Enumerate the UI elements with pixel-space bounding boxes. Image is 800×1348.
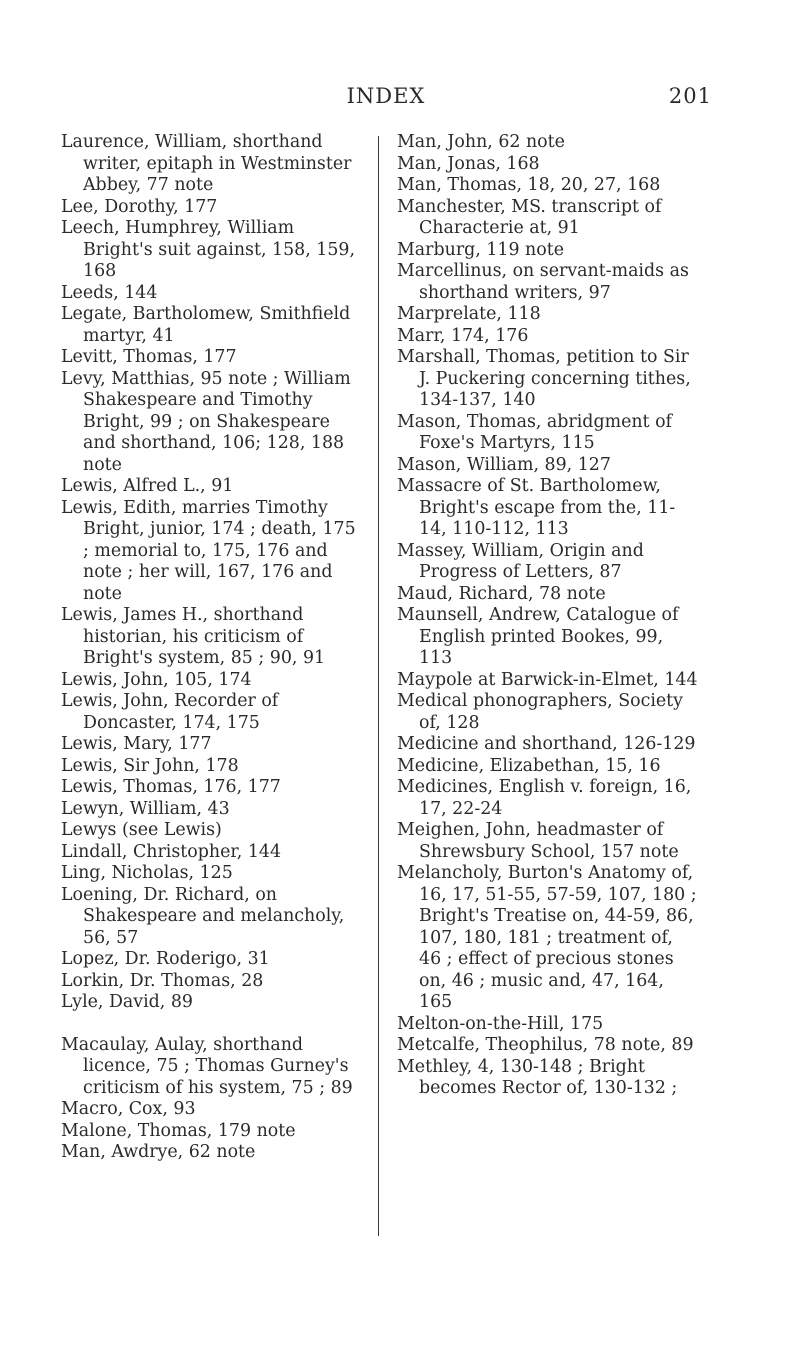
index-entry: Lewis, Sir John, 178 [61,755,239,776]
index-group-m-continued [397,132,699,1100]
index-entry: Marcellinus, on servant-maids as shorthand writers, 97 [397,261,689,303]
index-entry: Leech, Humphrey, William Bright's suit against, 158, 159, 168 [61,218,355,281]
index-entry: Marshall, Thomas, petition to Sir J. Puckering concerning tithes, 134-137, 140 [397,347,691,410]
index-entry: Lee, Dorothy, 177 [61,196,218,217]
index-entry: Medicines, English v. foreign, 16, 17, 22-24 [397,777,692,819]
index-entry: Macaulay, Aulay, shorthand licence, 75 ; Thomas Gurney's criticism of his system, 75 ; 89 [61,1034,353,1098]
index-entry: Lindall, Christopher, 144 [61,841,282,862]
index-entry: Levy, Matthias, 95 note ; William Shakespeare and Timothy Bright, 99 ; on Shakespeare and shorthand, 106; 128, 188 note [61,368,351,475]
index-entry: Marr, 174, 176 [397,325,529,346]
index-entry: Maypole at Barwick-in-Elmet, 144 [397,669,698,690]
index-entry: Ling, Nicholas, 125 [61,863,233,883]
index-entry: Mason, William, 89, 127 [397,454,611,475]
index-entry: Mason, Thomas, abridgment of Foxe's Martyrs, 115 [397,411,672,453]
index-entry: Melton-on-the-Hill, 175 [397,1013,604,1034]
index-entry: Macro, Cox, 93 [61,1099,196,1119]
index-entry: Manchester, MS. transcript of Characterie at, 91 [397,196,662,238]
letter-gap [61,1014,363,1035]
index-entry: Laurence, William, shorthand writer, epitaph in Westminster Abbey, 77 note [61,132,352,195]
index-entry: Lewis, Thomas, 176, 177 [61,777,281,797]
index-entry: Man, Awdrye, 62 note [61,1142,256,1162]
index-entry: Man, Jonas, 168 [397,153,540,174]
page-title: INDEX [346,84,426,108]
index-entry: Methley, 4, 130-148 ; Bright becomes Rector of, 130-132 ; [397,1056,678,1098]
index-entry: Medical phonographers, Society of, 128 [397,691,683,733]
left-index-column [61,132,363,1164]
index-entry: Lewis, Alfred L., 91 [61,476,234,496]
index-entry: Medicine and shorthand, 126-129 [397,734,696,754]
index-entry: Levitt, Thomas, 177 [61,347,237,367]
index-entry: Lewys (see Lewis) [61,820,222,840]
index-entry: Meighen, John, headmaster of Shrewsbury School, 157 note [397,820,679,862]
index-entry: Melancholy, Burton's Anatomy of, 16, 17, 51-55, 57-59, 107, 180 ; Bright's Treatise on, 44-59, 86, 107, 180, 181 ; treatment of, 46 ; effect of precious stones on, 46 ; music and, 47, 164, 165 [397,863,697,1012]
index-entry: Lewis, James H., shorthand historian, his criticism of Bright's system, 85 ; 90, 91 [61,605,326,668]
index-entry: Massacre of St. Bartholomew, Bright's escape from the, 11-14, 110-112, 113 [397,476,676,539]
index-entry: Maud, Richard, 78 note [397,583,606,604]
index-entry: Leeds, 144 [61,282,158,303]
index-entry: Medicine, Elizabethan, 15, 16 [397,755,661,776]
index-entry: Massey, William, Origin and Progress of Letters, 87 [397,540,644,582]
index-entry: Lewyn, William, 43 [61,798,230,819]
index-entry: Lewis, John, Recorder of Doncaster, 174, 175 [61,691,279,733]
index-entry: Marprelate, 118 [397,304,541,324]
index-entry: Lyle, David, 89 [61,992,193,1012]
index-entry: Malone, Thomas, 179 note [61,1120,296,1141]
index-entry: Metcalfe, Theophilus, 78 note, 89 [397,1035,694,1055]
index-entry: Lopez, Dr. Roderigo, 31 [61,949,270,969]
index-entry: Lorkin, Dr. Thomas, 28 [61,970,264,991]
index-entry: Loening, Dr. Richard, on Shakespeare and melancholy, 56, 57 [61,884,345,948]
index-entry: Maunsell, Andrew, Catalogue of English printed Bookes, 99, 113 [397,605,679,668]
index-group-l [61,132,363,1014]
index-entry: Lewis, John, 105, 174 [61,669,252,690]
index-group-m [61,1035,363,1164]
index-entry: Lewis, Mary, 177 [61,734,212,754]
page-number: 201 [668,84,712,108]
running-header [60,84,712,114]
index-entry: Legate, Bartholomew, Smithfield martyr, 41 [61,304,351,346]
index-entry: Lewis, Edith, marries Timothy Bright, junior, 174 ; death, 175 ; memorial to, 175, 176 and note ; her will, 167, 176 and note [61,497,356,604]
right-index-column [397,132,699,1100]
column-divider [378,136,379,1236]
index-entry: Marburg, 119 note [397,239,564,260]
index-entry: Man, Thomas, 18, 20, 27, 168 [397,175,661,195]
index-entry: Man, John, 62 note [397,132,565,152]
